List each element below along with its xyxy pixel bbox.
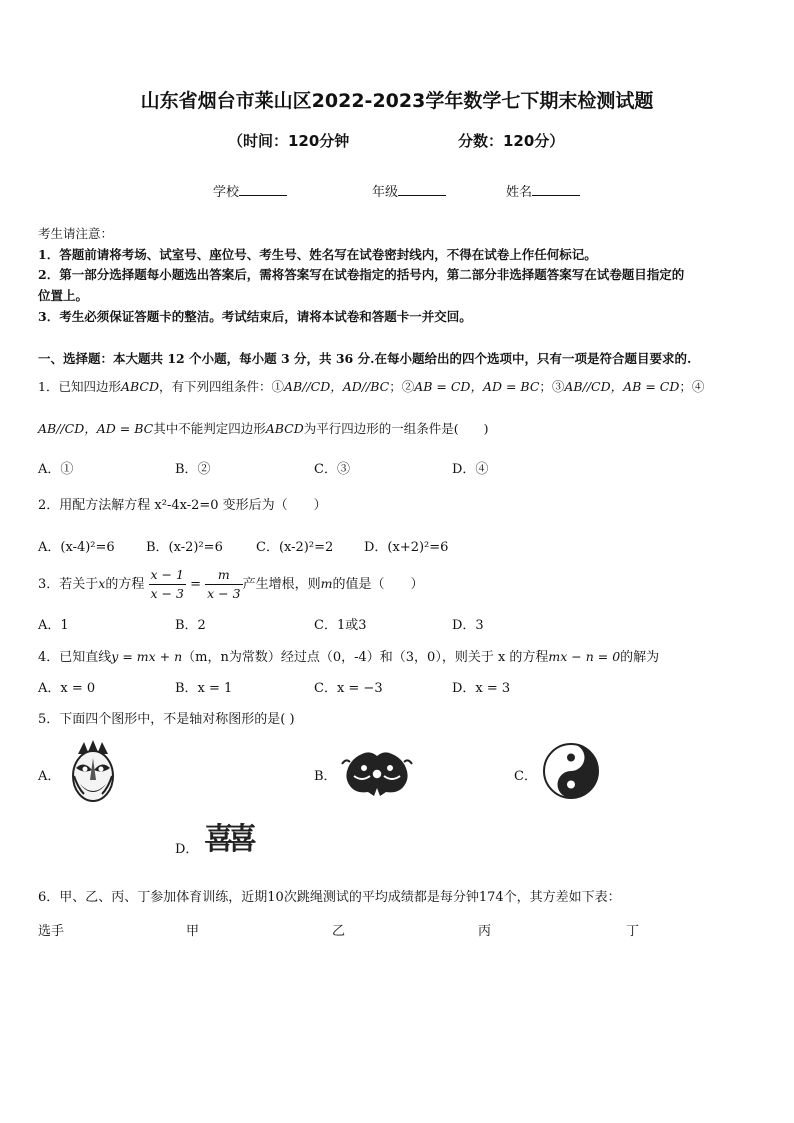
- grade-field: [372, 181, 446, 200]
- q1-text-4: ；③: [539, 379, 565, 394]
- q4-text-3: 的解为: [620, 650, 660, 665]
- q4-option-c: C．x = −3: [314, 681, 383, 696]
- q3-var-m: m: [320, 576, 333, 591]
- q1-text-3: ；②: [389, 379, 415, 394]
- q4-option-a: A．x = 0: [38, 681, 96, 696]
- q4-text-1: 4．已知直线: [38, 650, 112, 665]
- page-title: 山东省烟台市莱山区2022-2023学年数学七下期末检测试题: [140, 90, 654, 112]
- q3-frac-left-den: x − 3: [150, 586, 184, 601]
- q1-option-a: A．①: [38, 462, 74, 477]
- q3-var-x: x: [98, 576, 106, 591]
- score-label: 分数：120分）: [458, 132, 565, 150]
- q5-label-d: D．: [175, 842, 199, 857]
- q3-option-a: A．1: [38, 618, 69, 633]
- q4-option-b: B．x = 1: [175, 681, 233, 696]
- q5-label-b: B．: [314, 769, 337, 784]
- school-blank: [239, 183, 287, 196]
- school-field: [213, 181, 287, 200]
- q4-text-2: （m，n为常数）经过点（0，-4）和（3，0），则关于 x 的方程: [182, 650, 549, 665]
- twin-dragons-figure: [340, 748, 414, 804]
- q1-text-5: ；④: [679, 379, 705, 394]
- q1-text-1: 1．已知四边形: [38, 379, 121, 394]
- q1-line1: [38, 377, 704, 395]
- section-heading: 一、选择题：本大题共 12 个小题，每小题 3 分，共 36 分.在每小题给出的四个选项中，只有一项是符合题目要求的.: [38, 351, 692, 366]
- q1-text-7: 为平行四边形的一组条件是( ): [303, 421, 489, 436]
- q1-cond-3: AB//CD，AB = CD: [564, 379, 680, 394]
- q3-equals: =: [190, 577, 201, 592]
- q3-frac-left-num: x − 1: [149, 566, 186, 585]
- q6-header-jia: 甲: [186, 924, 200, 939]
- note-2a: 2．第一部分选择题每小题选出答案后，需将答案写在试卷指定的括号内，第二部分非选择题答案写在试卷题目指定的: [38, 267, 685, 282]
- grade-label: 年级: [372, 185, 399, 200]
- name-label: 姓名: [506, 185, 533, 200]
- note-2b: 位置上。: [38, 288, 89, 303]
- q1-cond-4: AB//CD，AD = BC: [38, 421, 154, 436]
- q3-stem: [38, 566, 423, 603]
- q6-header-yi: 乙: [332, 924, 346, 939]
- note-1: 1．答题前请将考场、试室号、座位号、考生号、姓名写在试卷密封线内，不得在试卷上作任何标记。: [38, 247, 597, 262]
- name-blank: [532, 183, 580, 196]
- q1-option-b: B．②: [175, 462, 211, 477]
- opera-mask-figure: [70, 740, 116, 808]
- yin-yang-figure: [542, 742, 600, 804]
- q2-option-a: A．(x-4)²=6: [38, 540, 115, 555]
- q1-line2: [38, 419, 489, 437]
- q2-stem: 2．用配方法解方程 x²-4x-2=0 变形后为（ ）: [38, 498, 327, 513]
- q4-stem: [38, 646, 659, 665]
- q3-option-d: D．3: [452, 618, 484, 633]
- q3-text-3: 产生增根，则: [242, 577, 321, 592]
- notes-heading: 考生请注意：: [38, 226, 114, 241]
- q1-option-d: D．④: [452, 462, 489, 477]
- q3-text-1: 3．若关于: [38, 577, 99, 592]
- q1-abcd-2: ABCD: [265, 421, 304, 436]
- q4-line-eq: y = mx + n: [111, 649, 183, 664]
- q6-header-bing: 丙: [478, 924, 492, 939]
- q3-option-b: B．2: [175, 618, 206, 633]
- q3-frac-right-den: x − 3: [207, 586, 241, 601]
- q5-label-c: C．: [514, 769, 537, 784]
- school-label: 学校: [213, 185, 240, 200]
- time-label: （时间：120分钟: [228, 132, 350, 150]
- q5-label-a: A．: [38, 769, 61, 784]
- q2-option-c: C．(x-2)²=2: [256, 540, 334, 555]
- q1-cond-2: AB = CD，AD = BC: [414, 379, 540, 394]
- q1-cond-1: AB//CD，AD//BC: [284, 379, 390, 394]
- q3-text-4: 的值是（ ）: [332, 577, 424, 592]
- q3-frac-right-num: m: [205, 566, 242, 585]
- q1-abcd: ABCD: [120, 379, 159, 394]
- name-field: [506, 181, 580, 200]
- q2-option-b: B．(x-2)²=6: [146, 540, 223, 555]
- q5-stem: 5．下面四个图形中，不是轴对称图形的是( ): [38, 712, 295, 727]
- q1-text-6: 其中不能判定四边形: [153, 421, 266, 436]
- q3-fraction-right: [205, 566, 242, 603]
- q2-option-d: D．(x+2)²=6: [364, 540, 449, 555]
- q3-fraction-left: [149, 566, 186, 603]
- grade-blank: [398, 183, 446, 196]
- q4-equation: mx − n = 0: [548, 649, 621, 664]
- q4-option-d: D．x = 3: [452, 681, 511, 696]
- q6-header-ding: 丁: [626, 924, 640, 939]
- q3-text-2: 的方程: [105, 577, 145, 592]
- q3-option-c: C．1或3: [314, 618, 367, 633]
- double-happiness-figure: 喜喜: [204, 822, 250, 857]
- q6-stem: 6．甲、乙、丙、丁参加体育训练，近期10次跳绳测试的平均成绩都是每分钟174个，其方差如下表：: [38, 890, 621, 905]
- q1-option-c: C．③: [314, 462, 350, 477]
- q6-header-player: 选手: [38, 924, 65, 939]
- q1-text-2: ，有下列四组条件：①: [159, 379, 285, 394]
- note-3: 3．考生必须保证答题卡的整洁。考试结束后，请将本试卷和答题卡一并交回。: [38, 309, 472, 324]
